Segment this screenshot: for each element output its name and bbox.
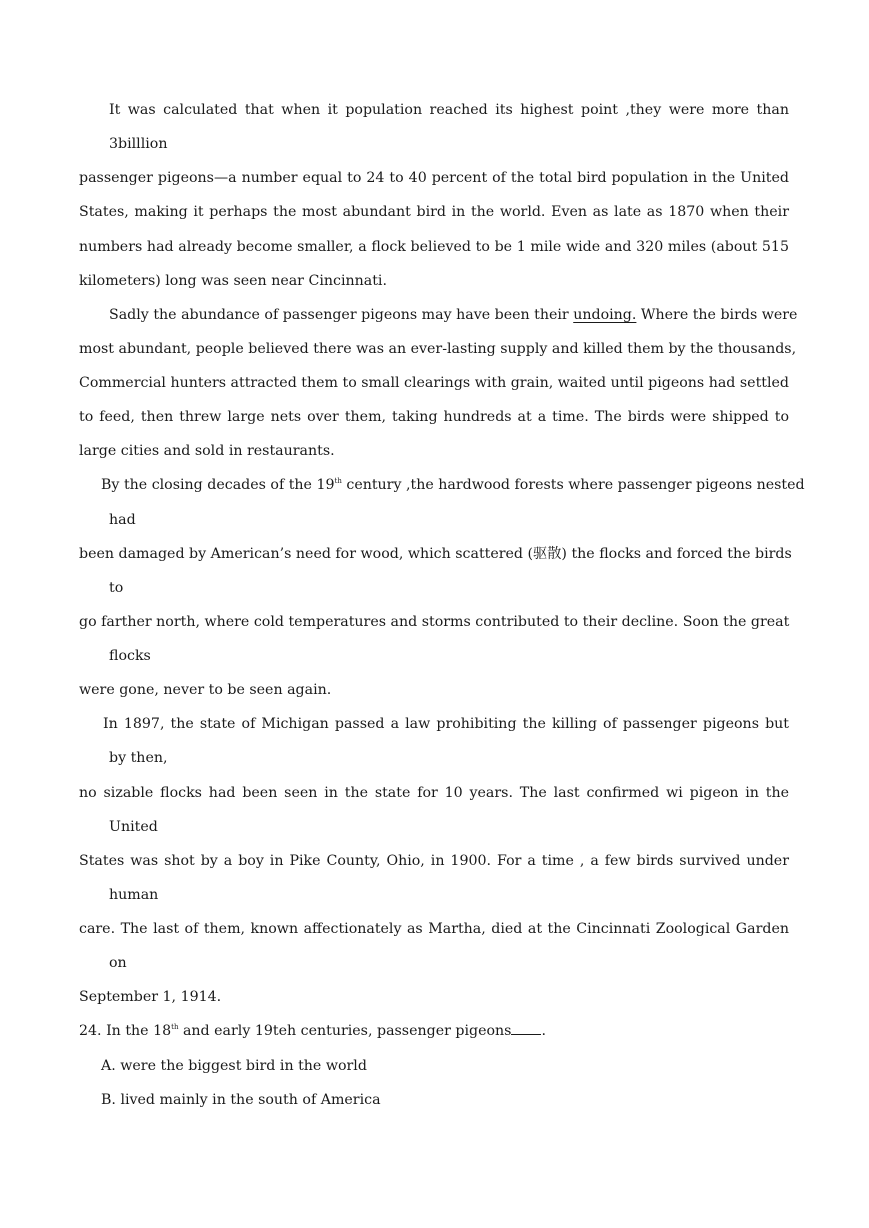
passage-text: to feed, then threw large nets over them, taking hundreds at a time. The birds were shipped to	[79, 409, 789, 425]
passage-text: had	[109, 512, 136, 528]
passage-line	[79, 987, 221, 1007]
passage-text: Sadly the abundance of passenger pigeons may have been their	[109, 307, 574, 323]
passage-line	[79, 612, 789, 632]
passage-line	[79, 783, 789, 803]
passage-text: States was shot by a boy in Pike County, Ohio, in 1900. For a time , a few birds survived under	[79, 853, 789, 869]
question-text: and early 19teh centuries, passenger pigeons	[178, 1023, 512, 1039]
passage-text: go farther north, where cold temperatures and storms contributed to their decline. Soon the great	[79, 614, 790, 630]
passage-text: to	[109, 580, 124, 596]
passage-text: no sizable flocks had been seen in the state for 10 years. The last confirmed wi pigeon in the	[79, 785, 789, 801]
passage-line	[79, 680, 331, 700]
option-text: A. were the biggest bird in the world	[101, 1058, 367, 1074]
passage-line	[79, 373, 789, 393]
passage-text: It was calculated that when it population reached its highest point ,they were more than	[109, 102, 789, 118]
passage-line	[109, 953, 127, 973]
question-text: 24. In the 18	[79, 1023, 172, 1039]
underlined-word: undoing.	[573, 307, 637, 323]
passage-line	[79, 168, 789, 188]
passage-line	[109, 134, 167, 154]
passage-text: human	[109, 887, 159, 903]
passage-line	[79, 407, 789, 427]
passage-line	[79, 271, 387, 291]
passage-line	[79, 851, 789, 871]
passage-text: were gone, never to be seen again.	[79, 682, 332, 698]
passage-text: on	[109, 955, 127, 971]
superscript: th	[334, 477, 342, 485]
passage-text: care. The last of them, known affectionately as Martha, died at the Cincinnati Zoological Garden	[79, 921, 789, 937]
passage-line	[109, 100, 789, 120]
passage-line	[79, 441, 335, 461]
passage-line	[79, 544, 792, 564]
passage-text: 3billlion	[109, 136, 168, 152]
passage-text: numbers had already become smaller, a flock believed to be 1 mile wide and 320 miles (about 515	[79, 239, 789, 255]
passage-text: By the closing decades of the 19	[101, 477, 335, 493]
passage-line	[79, 202, 789, 222]
option-b[interactable]	[101, 1090, 381, 1110]
passage-line	[79, 237, 789, 257]
passage-text: large cities and sold in restaurants.	[79, 443, 335, 459]
passage-text: September 1, 1914.	[79, 989, 222, 1005]
passage-line	[101, 475, 805, 495]
question-text: .	[541, 1023, 546, 1039]
answer-blank	[511, 1022, 541, 1035]
question-stem	[79, 1021, 546, 1041]
passage-text: Where the birds were	[636, 307, 798, 323]
passage-line	[103, 714, 789, 734]
passage-text: passenger pigeons—a number equal to 24 to 40 percent of the total bird population in the United	[79, 170, 789, 186]
passage-line	[79, 339, 797, 359]
passage-text: most abundant, people believed there was an ever-lasting supply and killed them by the thousands,	[79, 341, 797, 357]
passage-text: been damaged by American’s need for wood, which scattered (驱散) the flocks and forced the birds	[79, 546, 792, 562]
passage-line	[79, 919, 789, 939]
option-a[interactable]	[101, 1056, 367, 1076]
passage-text: by then,	[109, 750, 168, 766]
passage-text: century ,the hardwood forests where passenger pigeons nested	[341, 477, 805, 493]
passage-text: Commercial hunters attracted them to small clearings with grain, waited until pigeons had settled	[79, 375, 789, 391]
passage-line	[109, 646, 151, 666]
passage-text: flocks	[109, 648, 151, 664]
passage-text: States, making it perhaps the most abundant bird in the world. Even as late as 1870 when their	[79, 204, 789, 220]
passage-line	[109, 748, 168, 768]
passage-line	[109, 885, 158, 905]
option-text: B. lived mainly in the south of America	[101, 1092, 381, 1108]
passage-text: kilometers) long was seen near Cincinnati.	[79, 273, 387, 289]
passage-line	[109, 305, 798, 325]
passage-line	[109, 510, 136, 530]
passage-text: In 1897, the state of Michigan passed a law prohibiting the killing of passenger pigeons but	[103, 716, 789, 732]
passage-line	[109, 817, 158, 837]
superscript: th	[171, 1023, 179, 1031]
passage-line	[109, 578, 123, 598]
passage-text: United	[109, 819, 158, 835]
